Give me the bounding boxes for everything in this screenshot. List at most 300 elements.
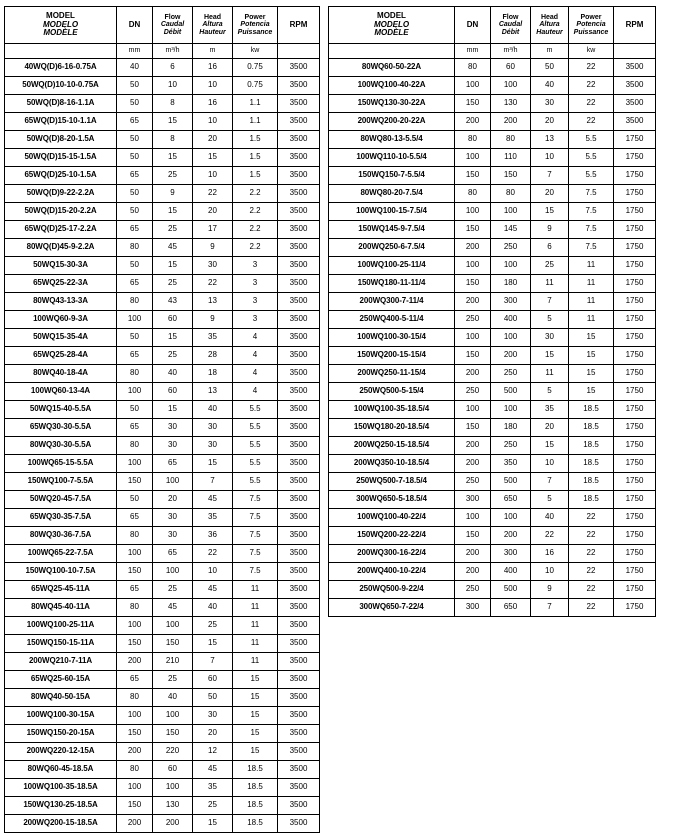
cell-head: 35 [531, 401, 569, 419]
cell-power: 1.5 [233, 149, 278, 167]
table-row [5, 365, 320, 383]
table-row [5, 419, 320, 437]
cell-dn: 100 [117, 617, 153, 635]
cell-power: 7.5 [233, 491, 278, 509]
cell-flow: 60 [153, 383, 193, 401]
cell-flow: 30 [153, 437, 193, 455]
pump-spec-table-left [4, 6, 320, 833]
cell-flow: 40 [153, 689, 193, 707]
cell-dn: 80 [117, 761, 153, 779]
cell-dn: 80 [455, 131, 491, 149]
cell-rpm: 1750 [614, 509, 656, 527]
cell-model: 100WQ65-15-5.5A [5, 455, 117, 473]
cell-power: 7.5 [233, 545, 278, 563]
cell-flow: 60 [153, 311, 193, 329]
cell-rpm: 3500 [278, 275, 320, 293]
cell-head: 25 [193, 617, 233, 635]
pump-spec-table-right [328, 6, 656, 617]
cell-head: 16 [193, 95, 233, 113]
cell-dn: 200 [117, 815, 153, 833]
cell-rpm: 3500 [278, 257, 320, 275]
cell-power: 0.75 [233, 77, 278, 95]
cell-power: 7.5 [569, 239, 614, 257]
cell-rpm: 1750 [614, 167, 656, 185]
cell-flow: 210 [153, 653, 193, 671]
cell-rpm: 3500 [278, 293, 320, 311]
cell-dn: 100 [455, 149, 491, 167]
cell-rpm: 3500 [278, 509, 320, 527]
cell-rpm: 3500 [278, 671, 320, 689]
cell-flow: 30 [153, 419, 193, 437]
cell-flow: 40 [153, 365, 193, 383]
cell-power: 18.5 [569, 455, 614, 473]
col-header-flow: Flow Caudal Débit [153, 7, 193, 44]
cell-rpm: 3500 [278, 239, 320, 257]
cell-power: 0.75 [233, 59, 278, 77]
cell-rpm: 3500 [278, 653, 320, 671]
cell-dn: 50 [117, 491, 153, 509]
cell-power: 5.5 [233, 437, 278, 455]
cell-model: 65WQ25-45-11A [5, 581, 117, 599]
cell-rpm: 3500 [278, 761, 320, 779]
cell-head: 36 [193, 527, 233, 545]
cell-rpm: 1750 [614, 527, 656, 545]
cell-dn: 200 [117, 653, 153, 671]
cell-head: 5 [531, 491, 569, 509]
cell-head: 20 [531, 113, 569, 131]
cell-flow: 250 [491, 239, 531, 257]
cell-head: 30 [193, 257, 233, 275]
cell-model: 150WQ200-15-15/4 [329, 347, 455, 365]
cell-rpm: 3500 [278, 311, 320, 329]
cell-head: 22 [193, 275, 233, 293]
table-row [5, 599, 320, 617]
table-row [329, 203, 656, 221]
cell-power: 2.2 [233, 239, 278, 257]
cell-head: 20 [193, 725, 233, 743]
cell-rpm: 1750 [614, 347, 656, 365]
cell-model: 65WQ(D)15-10-1.1A [5, 113, 117, 131]
cell-model: 80WQ40-18-4A [5, 365, 117, 383]
cell-dn: 200 [117, 743, 153, 761]
cell-model: 65WQ30-35-7.5A [5, 509, 117, 527]
cell-rpm: 1750 [614, 365, 656, 383]
cell-rpm: 1750 [614, 275, 656, 293]
cell-flow: 200 [491, 113, 531, 131]
unit-head: m [193, 44, 233, 59]
cell-head: 10 [531, 563, 569, 581]
cell-power: 3 [233, 275, 278, 293]
cell-rpm: 1750 [614, 239, 656, 257]
cell-power: 7.5 [569, 221, 614, 239]
table-row [5, 689, 320, 707]
cell-model: 150WQ180-20-18.5/4 [329, 419, 455, 437]
cell-flow: 150 [491, 167, 531, 185]
cell-model: 150WQ100-7-5.5A [5, 473, 117, 491]
cell-dn: 150 [455, 221, 491, 239]
cell-rpm: 1750 [614, 599, 656, 617]
cell-rpm: 3500 [278, 563, 320, 581]
cell-model: 250WQ500-5-15/4 [329, 383, 455, 401]
cell-dn: 150 [117, 563, 153, 581]
table-row [5, 275, 320, 293]
cell-head: 35 [193, 329, 233, 347]
cell-dn: 250 [455, 581, 491, 599]
cell-model: 100WQ100-30-15A [5, 707, 117, 725]
cell-head: 7 [531, 167, 569, 185]
cell-rpm: 3500 [278, 635, 320, 653]
cell-rpm: 3500 [278, 707, 320, 725]
unit-power: kw [569, 44, 614, 59]
cell-flow: 180 [491, 275, 531, 293]
cell-flow: 150 [153, 725, 193, 743]
table-row [329, 131, 656, 149]
cell-flow: 100 [491, 203, 531, 221]
cell-head: 15 [193, 815, 233, 833]
cell-power: 22 [569, 509, 614, 527]
col-header-head: Head Altura Hauteur [531, 7, 569, 44]
table-row [5, 725, 320, 743]
cell-dn: 65 [117, 581, 153, 599]
cell-dn: 200 [455, 365, 491, 383]
cell-model: 50WQ20-45-7.5A [5, 491, 117, 509]
col-header-head: Head Altura Hauteur [193, 7, 233, 44]
cell-power: 2.2 [233, 203, 278, 221]
table-row [5, 563, 320, 581]
cell-flow: 65 [153, 455, 193, 473]
cell-dn: 65 [117, 167, 153, 185]
cell-head: 35 [193, 509, 233, 527]
cell-power: 5.5 [569, 149, 614, 167]
cell-flow: 100 [491, 509, 531, 527]
cell-dn: 80 [117, 365, 153, 383]
cell-rpm: 1750 [614, 473, 656, 491]
table-row [329, 257, 656, 275]
cell-dn: 50 [117, 149, 153, 167]
cell-dn: 200 [455, 563, 491, 581]
cell-flow: 300 [491, 545, 531, 563]
cell-model: 50WQ(D)15-15-1.5A [5, 149, 117, 167]
cell-head: 15 [531, 347, 569, 365]
cell-dn: 150 [117, 725, 153, 743]
cell-power: 1.1 [233, 95, 278, 113]
table-row [329, 221, 656, 239]
cell-flow: 80 [491, 131, 531, 149]
cell-head: 11 [531, 275, 569, 293]
cell-model: 150WQ145-9-7.5/4 [329, 221, 455, 239]
cell-dn: 100 [117, 779, 153, 797]
cell-dn: 200 [455, 113, 491, 131]
cell-head: 20 [531, 185, 569, 203]
cell-dn: 50 [117, 257, 153, 275]
cell-flow: 15 [153, 257, 193, 275]
cell-flow: 400 [491, 563, 531, 581]
cell-flow: 25 [153, 671, 193, 689]
table-row [329, 509, 656, 527]
cell-dn: 200 [455, 239, 491, 257]
cell-model: 80WQ43-13-3A [5, 293, 117, 311]
table-row [329, 113, 656, 131]
cell-power: 5.5 [233, 401, 278, 419]
cell-power: 18.5 [569, 437, 614, 455]
table-row [329, 545, 656, 563]
cell-model: 100WQ100-35-18.5/4 [329, 401, 455, 419]
cell-head: 16 [193, 59, 233, 77]
cell-head: 20 [531, 419, 569, 437]
table-row [5, 653, 320, 671]
cell-rpm: 3500 [614, 113, 656, 131]
cell-head: 9 [193, 239, 233, 257]
cell-flow: 110 [491, 149, 531, 167]
cell-flow: 400 [491, 311, 531, 329]
cell-head: 15 [531, 437, 569, 455]
cell-rpm: 3500 [278, 347, 320, 365]
cell-rpm: 3500 [278, 815, 320, 833]
cell-head: 7 [193, 653, 233, 671]
cell-power: 18.5 [569, 419, 614, 437]
table-row [5, 761, 320, 779]
cell-model: 200WQ220-12-15A [5, 743, 117, 761]
table-header-right [329, 7, 656, 59]
col-header-power: Power Potencia Puissance [569, 7, 614, 44]
cell-model: 100WQ110-10-5.5/4 [329, 149, 455, 167]
cell-rpm: 3500 [278, 437, 320, 455]
cell-rpm: 3500 [278, 689, 320, 707]
cell-flow: 25 [153, 167, 193, 185]
cell-head: 40 [193, 599, 233, 617]
cell-dn: 65 [117, 275, 153, 293]
cell-flow: 100 [491, 329, 531, 347]
cell-dn: 200 [455, 545, 491, 563]
cell-power: 15 [569, 365, 614, 383]
cell-power: 2.2 [233, 185, 278, 203]
cell-head: 40 [193, 401, 233, 419]
cell-model: 100WQ60-13-4A [5, 383, 117, 401]
cell-model: 80WQ60-45-18.5A [5, 761, 117, 779]
col-header-rpm: RPM [614, 7, 656, 44]
cell-flow: 200 [491, 527, 531, 545]
cell-head: 9 [193, 311, 233, 329]
cell-power: 1.5 [233, 167, 278, 185]
cell-dn: 80 [117, 689, 153, 707]
cell-rpm: 3500 [278, 617, 320, 635]
cell-rpm: 1750 [614, 221, 656, 239]
cell-power: 1.5 [233, 131, 278, 149]
cell-head: 10 [193, 167, 233, 185]
cell-model: 80WQ30-36-7.5A [5, 527, 117, 545]
cell-power: 11 [569, 257, 614, 275]
cell-head: 50 [193, 689, 233, 707]
cell-head: 20 [193, 203, 233, 221]
table-row [5, 59, 320, 77]
cell-power: 22 [569, 59, 614, 77]
cell-head: 60 [193, 671, 233, 689]
table-row [5, 329, 320, 347]
cell-rpm: 3500 [614, 77, 656, 95]
cell-model: 150WQ150-15-11A [5, 635, 117, 653]
cell-rpm: 1750 [614, 563, 656, 581]
cell-rpm: 1750 [614, 311, 656, 329]
cell-dn: 100 [117, 383, 153, 401]
cell-flow: 9 [153, 185, 193, 203]
cell-dn: 50 [117, 329, 153, 347]
cell-rpm: 3500 [278, 365, 320, 383]
cell-rpm: 3500 [278, 725, 320, 743]
table-row [329, 599, 656, 617]
table-header-left [5, 7, 320, 59]
cell-rpm: 3500 [278, 383, 320, 401]
cell-power: 15 [233, 671, 278, 689]
cell-power: 22 [569, 581, 614, 599]
cell-dn: 200 [455, 455, 491, 473]
cell-dn: 65 [117, 671, 153, 689]
cell-flow: 20 [153, 491, 193, 509]
cell-power: 5.5 [233, 455, 278, 473]
cell-model: 250WQ500-7-18.5/4 [329, 473, 455, 491]
cell-model: 150WQ130-25-18.5A [5, 797, 117, 815]
cell-model: 80WQ60-50-22A [329, 59, 455, 77]
cell-power: 22 [569, 599, 614, 617]
cell-rpm: 3500 [278, 329, 320, 347]
cell-head: 15 [531, 203, 569, 221]
cell-head: 9 [531, 581, 569, 599]
cell-head: 45 [193, 491, 233, 509]
cell-rpm: 3500 [278, 581, 320, 599]
table-row [329, 455, 656, 473]
table-row [5, 347, 320, 365]
table-body-right [329, 59, 656, 617]
cell-rpm: 3500 [278, 167, 320, 185]
cell-rpm: 3500 [278, 419, 320, 437]
cell-dn: 50 [117, 185, 153, 203]
cell-power: 4 [233, 365, 278, 383]
unit-power: kw [233, 44, 278, 59]
cell-head: 10 [193, 113, 233, 131]
cell-head: 5 [531, 311, 569, 329]
cell-flow: 30 [153, 509, 193, 527]
cell-power: 18.5 [569, 473, 614, 491]
cell-dn: 100 [117, 311, 153, 329]
cell-model: 50WQ(D)8-20-1.5A [5, 131, 117, 149]
cell-flow: 200 [153, 815, 193, 833]
table-row [5, 545, 320, 563]
table-row [5, 383, 320, 401]
cell-model: 65WQ(D)25-17-2.2A [5, 221, 117, 239]
cell-rpm: 3500 [278, 455, 320, 473]
unit-head: m [531, 44, 569, 59]
cell-model: 80WQ80-20-7.5/4 [329, 185, 455, 203]
cell-power: 11 [233, 653, 278, 671]
cell-model: 200WQ200-15-18.5A [5, 815, 117, 833]
cell-model: 50WQ(D)8-16-1.1A [5, 95, 117, 113]
cell-head: 5 [531, 383, 569, 401]
table-row [5, 131, 320, 149]
cell-dn: 50 [117, 401, 153, 419]
table-row [329, 401, 656, 419]
cell-model: 100WQ60-9-3A [5, 311, 117, 329]
cell-flow: 15 [153, 401, 193, 419]
cell-head: 10 [531, 149, 569, 167]
cell-model: 50WQ15-35-4A [5, 329, 117, 347]
cell-model: 100WQ100-25-11A [5, 617, 117, 635]
cell-rpm: 3500 [278, 743, 320, 761]
cell-head: 30 [193, 707, 233, 725]
table-row [329, 185, 656, 203]
table-row [329, 419, 656, 437]
cell-dn: 150 [455, 95, 491, 113]
cell-model: 50WQ15-40-5.5A [5, 401, 117, 419]
cell-power: 7.5 [233, 509, 278, 527]
cell-model: 100WQ100-40-22A [329, 77, 455, 95]
cell-head: 22 [193, 185, 233, 203]
cell-flow: 100 [153, 563, 193, 581]
cell-rpm: 3500 [278, 545, 320, 563]
cell-model: 80WQ30-30-5.5A [5, 437, 117, 455]
cell-rpm: 3500 [278, 401, 320, 419]
cell-flow: 45 [153, 599, 193, 617]
cell-power: 11 [233, 599, 278, 617]
cell-flow: 25 [153, 275, 193, 293]
unit-dn: mm [117, 44, 153, 59]
cell-flow: 8 [153, 131, 193, 149]
cell-flow: 300 [491, 293, 531, 311]
cell-head: 15 [193, 455, 233, 473]
cell-head: 7 [193, 473, 233, 491]
cell-dn: 150 [455, 275, 491, 293]
table-row [5, 437, 320, 455]
cell-dn: 100 [455, 77, 491, 95]
cell-power: 11 [233, 581, 278, 599]
cell-flow: 100 [491, 257, 531, 275]
cell-power: 1.1 [233, 113, 278, 131]
cell-rpm: 3500 [278, 131, 320, 149]
table-row [5, 815, 320, 833]
table-row [329, 95, 656, 113]
cell-dn: 100 [455, 257, 491, 275]
col-header-power: Power Potencia Puissance [233, 7, 278, 44]
cell-dn: 100 [117, 455, 153, 473]
cell-dn: 50 [117, 95, 153, 113]
cell-power: 15 [569, 383, 614, 401]
table-row [5, 311, 320, 329]
cell-rpm: 3500 [278, 203, 320, 221]
cell-head: 17 [193, 221, 233, 239]
table-row [329, 437, 656, 455]
cell-model: 65WQ30-30-5.5A [5, 419, 117, 437]
cell-flow: 250 [491, 437, 531, 455]
cell-head: 40 [531, 509, 569, 527]
cell-power: 7.5 [233, 527, 278, 545]
cell-flow: 15 [153, 329, 193, 347]
cell-flow: 100 [153, 779, 193, 797]
cell-power: 15 [233, 725, 278, 743]
cell-head: 7 [531, 293, 569, 311]
cell-dn: 150 [455, 167, 491, 185]
cell-head: 13 [531, 131, 569, 149]
cell-flow: 60 [491, 59, 531, 77]
cell-dn: 65 [117, 419, 153, 437]
cell-head: 30 [193, 419, 233, 437]
cell-head: 10 [531, 455, 569, 473]
cell-dn: 250 [455, 473, 491, 491]
cell-head: 13 [193, 293, 233, 311]
cell-head: 35 [193, 779, 233, 797]
cell-flow: 500 [491, 383, 531, 401]
cell-power: 11 [569, 311, 614, 329]
cell-model: 50WQ(D)10-10-0.75A [5, 77, 117, 95]
cell-power: 15 [569, 329, 614, 347]
right-table-column [328, 6, 656, 833]
